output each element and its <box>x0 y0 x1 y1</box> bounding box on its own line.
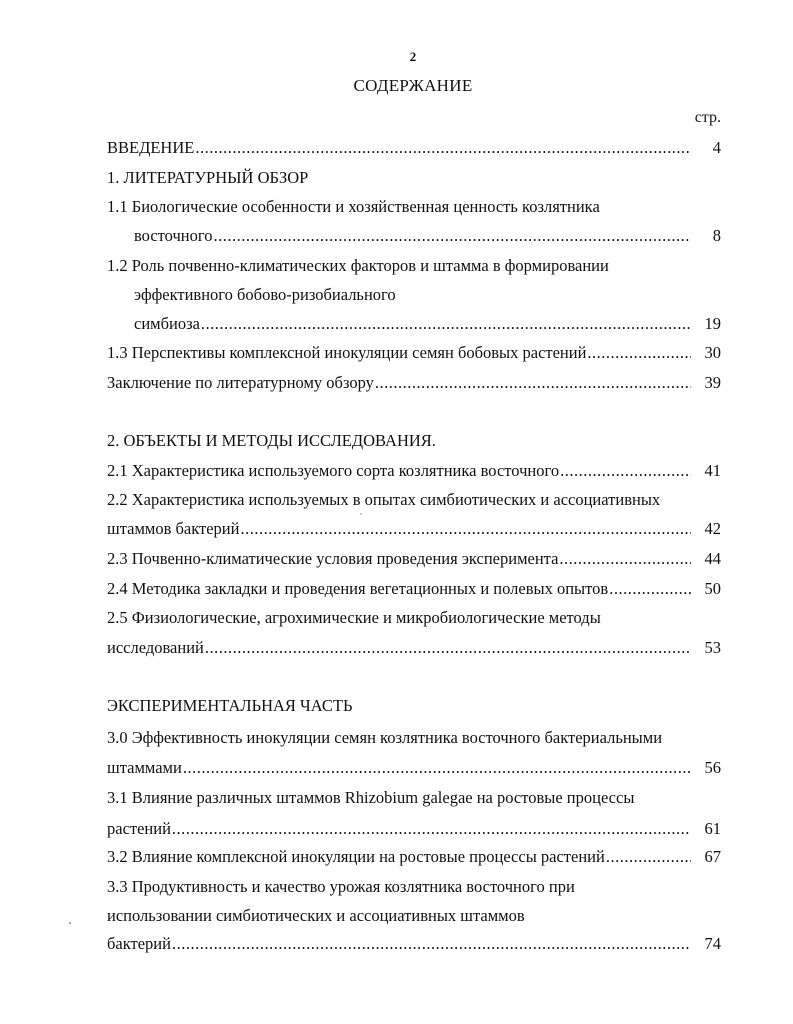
toc-entry-text: штаммов бактерий <box>107 519 240 538</box>
toc-entry <box>107 876 575 898</box>
toc-entry-text: исследований <box>107 638 204 657</box>
toc-page-number: 44 <box>704 549 721 568</box>
toc-page-number: 30 <box>704 343 721 362</box>
toc-entry-text: 2.5 Физиологические, агрохимические и микробиологические методы <box>107 608 601 627</box>
toc-entry-text: 3.0 Эффективность инокуляции семян козлятника восточного бактериальными <box>107 728 663 747</box>
toc-entry <box>107 196 600 218</box>
toc-entry <box>134 313 721 335</box>
toc-dot-leader <box>560 460 691 482</box>
page-number: 2 <box>409 49 417 64</box>
toc-page-number: 61 <box>704 819 721 838</box>
toc-entry-text: 2.4 Методика закладки и проведения вегетационных и полевых опытов <box>107 579 609 598</box>
toc-dot-leader <box>183 757 691 779</box>
toc-entry-text: 3.1 Влияние различных штаммов Rhizobium galegae на ростовые процессы <box>107 788 635 807</box>
toc-entry-text: 1.3 Перспективы комплексной инокуляции семян бобовых растений <box>107 343 587 362</box>
toc-dot-leader <box>201 313 691 335</box>
toc-entry-text: растений <box>107 819 171 838</box>
toc-entry-text: 1.1 Биологические особенности и хозяйственная ценность козлятника <box>107 197 600 216</box>
toc-page-number: 67 <box>704 847 721 866</box>
toc-entry <box>107 757 721 779</box>
toc-entry <box>107 787 634 809</box>
toc-entry <box>107 518 721 540</box>
toc-entry <box>107 727 662 749</box>
toc-entry <box>107 489 660 511</box>
toc-page-number: 4 <box>712 138 721 157</box>
toc-entry <box>107 167 308 189</box>
toc-entry-text: восточного <box>134 226 213 245</box>
toc-entry <box>107 255 609 277</box>
toc-page-number: 8 <box>712 226 721 245</box>
toc-entry <box>107 342 721 364</box>
toc-page-number: 39 <box>704 373 721 392</box>
toc-entry-text: 2.3 Почвенно-климатические условия проведения эксперимента <box>107 549 559 568</box>
toc-entry <box>107 695 352 717</box>
toc-entry-text: штаммами <box>107 758 182 777</box>
toc-dot-leader <box>587 342 691 364</box>
toc-dot-leader <box>559 548 691 570</box>
toc-dot-leader <box>609 578 691 600</box>
toc-entry <box>107 372 721 394</box>
toc-dot-leader <box>195 137 691 159</box>
toc-entry <box>107 637 721 659</box>
toc-entry <box>107 905 525 927</box>
toc-dot-leader <box>375 372 691 394</box>
toc-entry-text: ВВЕДЕНИЕ <box>107 138 195 157</box>
toc-entry-text: использовании симбиотических и ассоциативных штаммов <box>107 906 525 925</box>
toc-dot-leader <box>205 637 691 659</box>
toc-entry <box>107 818 721 840</box>
toc-dot-leader <box>172 818 691 840</box>
toc-entry <box>107 578 721 600</box>
toc-entry-text: ЭКСПЕРИМЕНТАЛЬНАЯ ЧАСТЬ <box>107 696 353 715</box>
toc-entry <box>107 460 721 482</box>
toc-page-number: 50 <box>704 579 721 598</box>
toc-entry-text: 3.2 Влияние комплексной инокуляции на ростовые процессы растений <box>107 847 605 866</box>
scan-speck <box>69 922 71 924</box>
toc-page-number: 56 <box>704 758 721 777</box>
toc-dot-leader <box>172 933 691 955</box>
toc-entry-text: Заключение по литературному обзору <box>107 373 374 392</box>
toc-page-number: 41 <box>704 461 721 480</box>
toc-page-number: 19 <box>704 314 721 333</box>
toc-entry-text: 2.2 Характеристика используемых в опытах симбиотических и ассоциативных <box>107 490 661 509</box>
toc-dot-leader <box>240 518 691 540</box>
toc-dot-leader <box>606 846 691 868</box>
toc-dot-leader <box>213 225 691 247</box>
toc-entry-text: 2. ОБЪЕКТЫ И МЕТОДЫ ИССЛЕДОВАНИЯ. <box>107 431 436 450</box>
toc-entry <box>107 846 721 868</box>
page-column-label: стр. <box>694 109 721 126</box>
toc-entry-text: 1. ЛИТЕРАТУРНЫЙ ОБЗОР <box>107 168 309 187</box>
toc-page-number: 53 <box>704 638 721 657</box>
scan-speck <box>360 513 362 515</box>
toc-entry-text: 1.2 Роль почвенно-климатических факторов и штамма в формировании <box>107 256 609 275</box>
toc-page-number: 74 <box>704 934 721 953</box>
toc-entry-text: 3.3 Продуктивность и качество урожая козлятника восточного при <box>107 877 575 896</box>
toc-entry-text: эффективного бобово-ризобиального <box>134 285 396 304</box>
toc-entry <box>107 430 436 452</box>
toc-entry <box>134 225 721 247</box>
toc-entry <box>107 548 721 570</box>
toc-entry <box>134 284 396 306</box>
toc-page-number: 42 <box>704 519 721 538</box>
toc-entry <box>107 137 721 159</box>
toc-entry <box>107 607 601 629</box>
toc-entry <box>107 933 721 955</box>
toc-entry-text: бактерий <box>107 934 171 953</box>
page-title: СОДЕРЖАНИЕ <box>353 76 473 95</box>
toc-entry-text: 2.1 Характеристика используемого сорта козлятника восточного <box>107 461 560 480</box>
toc-entry-text: симбиоза <box>134 314 200 333</box>
